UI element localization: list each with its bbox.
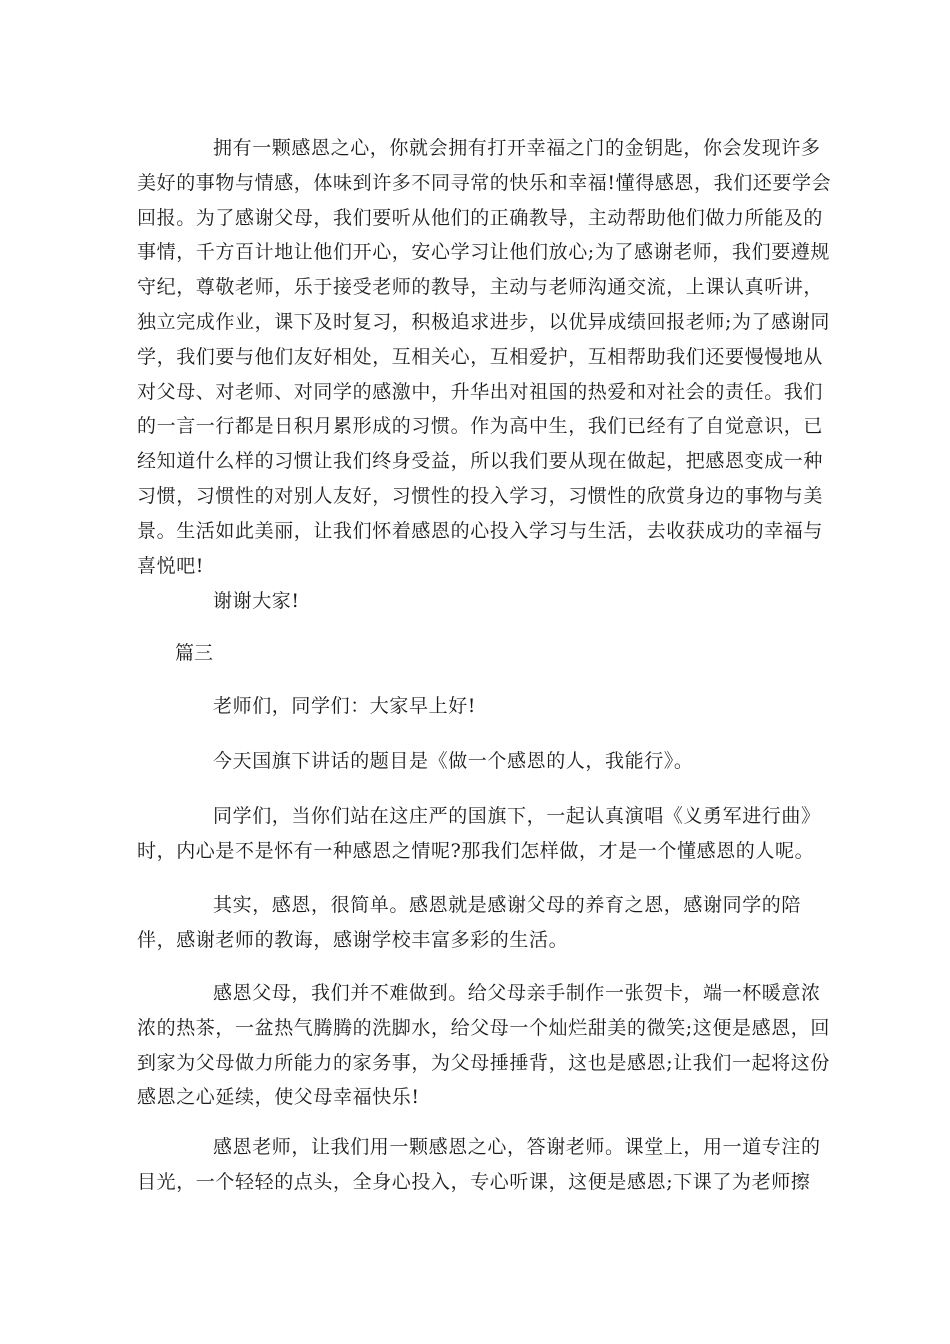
paragraph-flag-anthem: 同学们，当你们站在这庄严的国旗下，一起认真演唱《义勇军进行曲》时，内心是不是怀有一种感恩之情呢?那我们怎样做，才是一个懂感恩的人呢。 [137,805,821,862]
section-heading: 篇三 [175,642,214,664]
paragraph-greeting: 老师们，同学们：大家早上好! [213,695,477,717]
paragraph-gratitude-intro: 拥有一颗感恩之心，你就会拥有打开幸福之门的金钥匙，你会发现许多美好的事物与情感，体味到许多不同寻常的快乐和幸福!懂得感恩，我们还要学会回报。为了感谢父母，我们要听从他们的正确教导，主动帮助他们做力所能及的事情，千方百计地让他们开心，安心学习让他们放心;为了感谢老师，我们要遵规守纪，尊敬老师，乐于接受老师的教导，主动与老师沟通交流，上课认真听讲，独立完成作业，课下及时复习，积极追求进步，以优异成绩回报老师;为了感谢同学，我们要与他们友好相处，互相关心，互相爱护，互相帮助我们还要慢慢地从对父母、对老师、对同学的感激中，升华出对祖国的热爱和对社会的责任。我们的一言一行都是日积月累形成的习惯。作为高中生，我们已经有了自觉意识，已经知道什么样的习惯让我们终身受益，所以我们要从现在做起，把感恩变成一种习惯，习惯性的对别人友好，习惯性的投入学习，习惯性的欣赏身边的事物与美景。生活如此美丽，让我们怀着感恩的心投入学习与生活，去收获成功的幸福与喜悦吧! [137,137,832,577]
paragraph-thank-parents: 感恩父母，我们并不难做到。给父母亲手制作一张贺卡，端一杯暖意浓浓的热茶，一盆热气腾腾的洗脚水，给父母一个灿烂甜美的微笑;这便是感恩，回到家为父母做力所能力的家务事，为父母捶捶背，这也是感恩;让我们一起将这份感恩之心延续，使父母幸福快乐! [137,982,831,1109]
paragraph-speech-title: 今天国旗下讲话的题目是《做一个感恩的人，我能行》。 [213,750,694,772]
paragraph-thank-teachers: 感恩老师，让我们用一颗感恩之心，答谢老师。课堂上，用一道专注的目光，一个轻轻的点头，全身心投入，专心听课，这便是感恩;下课了为老师擦 [137,1136,821,1193]
paragraph-gratitude-simple: 其实，感恩，很简单。感恩就是感谢父母的养育之恩，感谢同学的陪伴，感谢老师的教诲，感谢学校丰富多彩的生活。 [137,894,802,951]
paragraph-thanks: 谢谢大家! [213,590,300,612]
